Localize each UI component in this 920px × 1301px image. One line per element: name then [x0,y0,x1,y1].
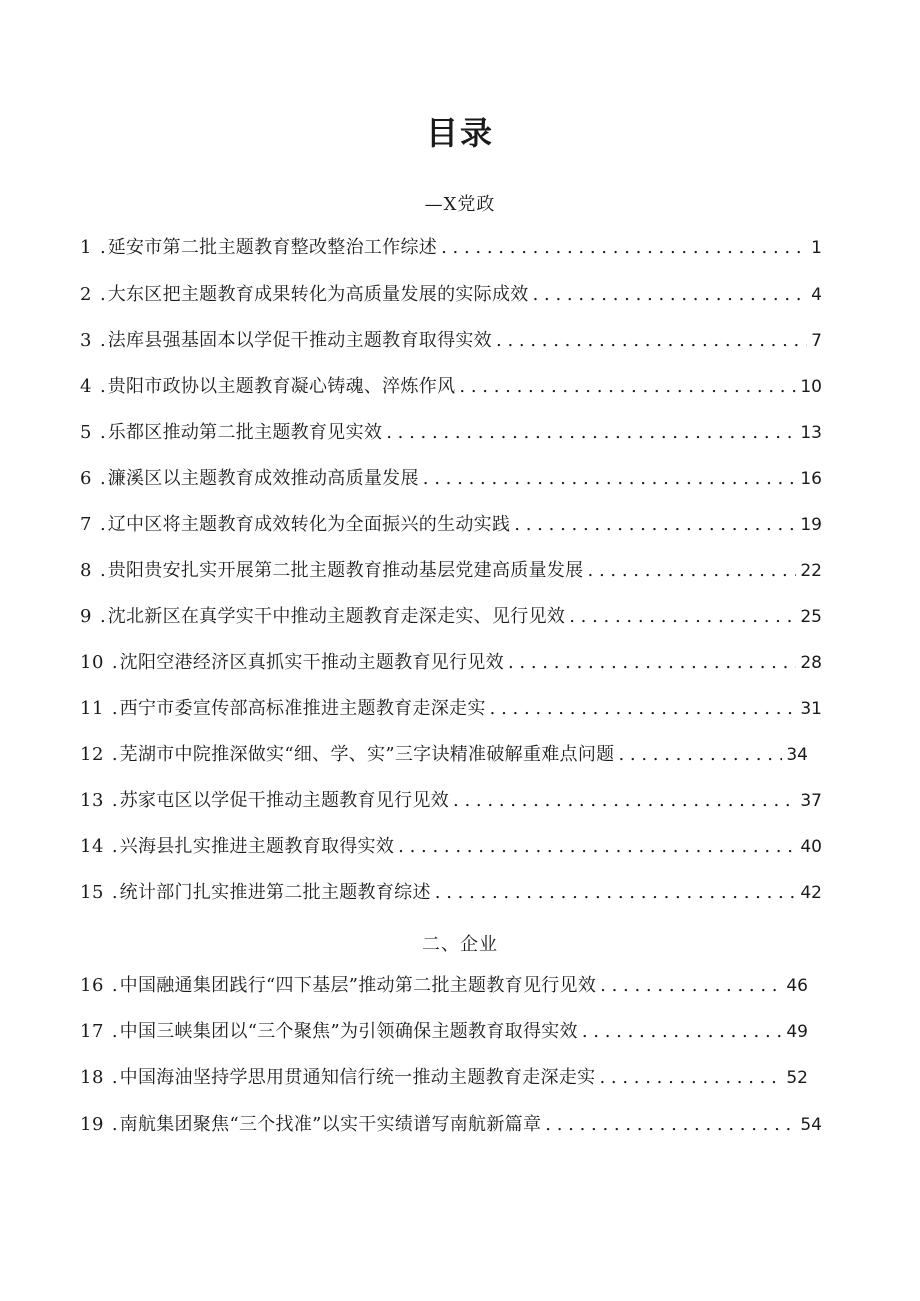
toc-entry[interactable]: 9 . 沈北新区在真学实干中推动主题教育走深走实、见行见效 . . . 25 [80,603,822,631]
toc-entry[interactable]: 4 . 贵阳市政协以主题教育凝心铸魂、淬炼作风 . . . 10 [80,373,822,401]
entry-title: 中国融通集团践行“四下基层”推动第二批主题教育见行见效 [119,975,597,996]
dot-leader [490,695,797,723]
toc-entry[interactable]: 10 . 沈阳空港经济区真抓实干推动主题教育见行见效 . . . 28 [80,649,822,677]
toc-entry[interactable]: 2 . 大东区把主题教育成果转化为高质量发展的实际成效 . . . 4 [80,281,822,309]
entry-number: 19 [80,1114,104,1135]
dot-leader [588,557,797,585]
entry-page-number: 40 [800,837,822,857]
entry-title: 芜湖市中院推深做实“细、学、实”三字诀精准破解重难点问题 [119,744,615,765]
entry-page-number: 42 [800,883,822,903]
page-title: 目录 [425,114,494,152]
dot-leader [545,1111,796,1139]
entry-page-number: 4 [811,285,822,305]
dot-leader [386,419,796,447]
entry-number: 11 [80,698,104,719]
dot-leader [599,1064,782,1092]
toc-entry[interactable]: 1 . 延安市第二批主题教育整改整治工作综述 . . . 1 [80,234,822,262]
entry-title: 贵阳贵安扎实开展第二批主题教育推动基层党建高质量发展 [107,560,584,581]
entry-title: 大东区把主题教育成果转化为高质量发展的实际成效 [107,284,529,305]
entry-number: 5 [80,422,92,443]
entry-title: 乐都区推动第二批主题教育见实效 [107,422,383,443]
toc-entry[interactable]: 3 . 法库县强基固本以学促干推动主题教育取得实效 . . . 7 [80,327,822,355]
entry-number: 9 [80,606,92,627]
dot-leader [569,603,796,631]
entry-number: 18 [80,1067,104,1088]
toc-entry[interactable]: 8 . 贵阳贵安扎实开展第二批主题教育推动基层党建高质量发展 . . . 22 [80,557,822,585]
dot-leader [582,1018,783,1046]
entry-page-number: 13 [800,423,822,443]
entry-title: 辽中区将主题教育成效转化为全面振兴的生动实践 [107,514,511,535]
entry-number: 7 [80,514,92,535]
entry-title: 贵阳市政协以主题教育凝心铸魂、淬炼作风 [107,376,456,397]
toc-entry[interactable]: 7 . 辽中区将主题教育成效转化为全面振兴的生动实践 . . . 19 [80,511,822,539]
entry-title: 西宁市委宣传部高标准推进主题教育走深走实 [119,698,486,719]
entry-title: 中国海油坚持学思用贯通知信行统一推动主题教育走深走实 [119,1067,596,1088]
entry-page-number: 10 [800,377,822,397]
entry-page-number: 7 [811,331,822,351]
toc-entry[interactable]: 13 . 苏家屯区以学促干推动主题教育见行见效 . . . 37 [80,787,822,815]
entry-number: 4 [80,376,92,397]
toc-entry[interactable]: 19 . 南航集团聚焦“三个找准”以实干实绩谱写南航新篇章 . . . 54 [80,1111,822,1139]
entry-title: 延安市第二批主题教育整改整治工作综述 [107,237,438,258]
entry-page-number: 25 [800,607,822,627]
dot-leader [441,234,807,262]
toc-entry[interactable]: 15 . 统计部门扎实推进第二批主题教育综述 . . . 42 [80,879,822,907]
entry-page-number: 28 [800,653,822,673]
entry-number: 16 [80,975,104,996]
toc-entry[interactable]: 11 . 西宁市委宣传部高标准推进主题教育走深走实 . . . 31 [80,695,822,723]
entry-number: 17 [80,1021,104,1042]
dot-leader [618,741,782,769]
entry-number: 6 [80,468,92,489]
dot-leader [600,972,782,1000]
toc-entry[interactable]: 14 . 兴海县扎实推进主题教育取得实效 . . . 40 [80,833,822,861]
entry-page-number: 34 [786,745,808,765]
dot-leader [508,649,796,677]
toc-entry[interactable]: 6 . 濂溪区以主题教育成效推动高质量发展 . . . 16 [80,465,822,493]
dot-leader [496,327,807,355]
dot-leader [435,879,797,907]
toc-entry[interactable]: 5 . 乐都区推动第二批主题教育见实效 . . . 13 [80,419,822,447]
entry-page-number: 1 [811,238,822,258]
entry-page-number: 49 [786,1022,808,1042]
section-heading-enterprise: 二、企业 [422,934,498,955]
entry-page-number: 22 [800,561,822,581]
entry-page-number: 54 [800,1115,822,1135]
entry-title: 统计部门扎实推进第二批主题教育综述 [119,882,431,903]
entry-number: 1 [80,237,92,258]
entry-title: 沈北新区在真学实干中推动主题教育走深走实、见行见效 [107,606,566,627]
entry-page-number: 37 [800,791,822,811]
dot-leader [514,511,796,539]
entry-title: 兴海县扎实推进主题教育取得实效 [119,836,395,857]
entry-page-number: 19 [800,515,822,535]
entry-page-number: 16 [800,469,822,489]
dot-leader [459,373,796,401]
entry-title: 沈阳空港经济区真抓实干推动主题教育见行见效 [119,652,504,673]
entry-page-number: 46 [786,976,808,996]
entry-title: 南航集团聚焦“三个找准”以实干实绩谱写南航新篇章 [119,1114,542,1135]
dot-leader [398,833,796,861]
entry-number: 2 [80,284,92,305]
section-heading-party-government: —X党政 [424,194,496,215]
dot-leader [423,465,797,493]
dot-leader [453,787,796,815]
entry-title: 中国三峡集团以“三个聚焦”为引领确保主题教育取得实效 [119,1021,578,1042]
entry-number: 10 [80,652,104,673]
toc-entry[interactable]: 12 . 芜湖市中院推深做实“细、学、实”三字诀精准破解重难点问题 . . . 34 [80,741,808,769]
entry-page-number: 52 [786,1068,808,1088]
toc-entry[interactable]: 16 . 中国融通集团践行“四下基层”推动第二批主题教育见行见效 . . . 46 [80,972,808,1000]
entry-number: 12 [80,744,104,765]
toc-entry[interactable]: 18 . 中国海油坚持学思用贯通知信行统一推动主题教育走深走实 . . . 52 [80,1064,808,1092]
entry-number: 13 [80,790,104,811]
dot-leader [533,281,808,309]
entry-title: 濂溪区以主题教育成效推动高质量发展 [107,468,419,489]
toc-entry[interactable]: 17 . 中国三峡集团以“三个聚焦”为引领确保主题教育取得实效 . . . 49 [80,1018,808,1046]
entry-number: 3 [80,330,92,351]
entry-page-number: 31 [800,699,822,719]
entry-number: 15 [80,882,104,903]
entry-number: 8 [80,560,92,581]
entry-number: 14 [80,836,104,857]
entry-title: 苏家屯区以学促干推动主题教育见行见效 [119,790,450,811]
entry-title: 法库县强基固本以学促干推动主题教育取得实效 [107,330,492,351]
